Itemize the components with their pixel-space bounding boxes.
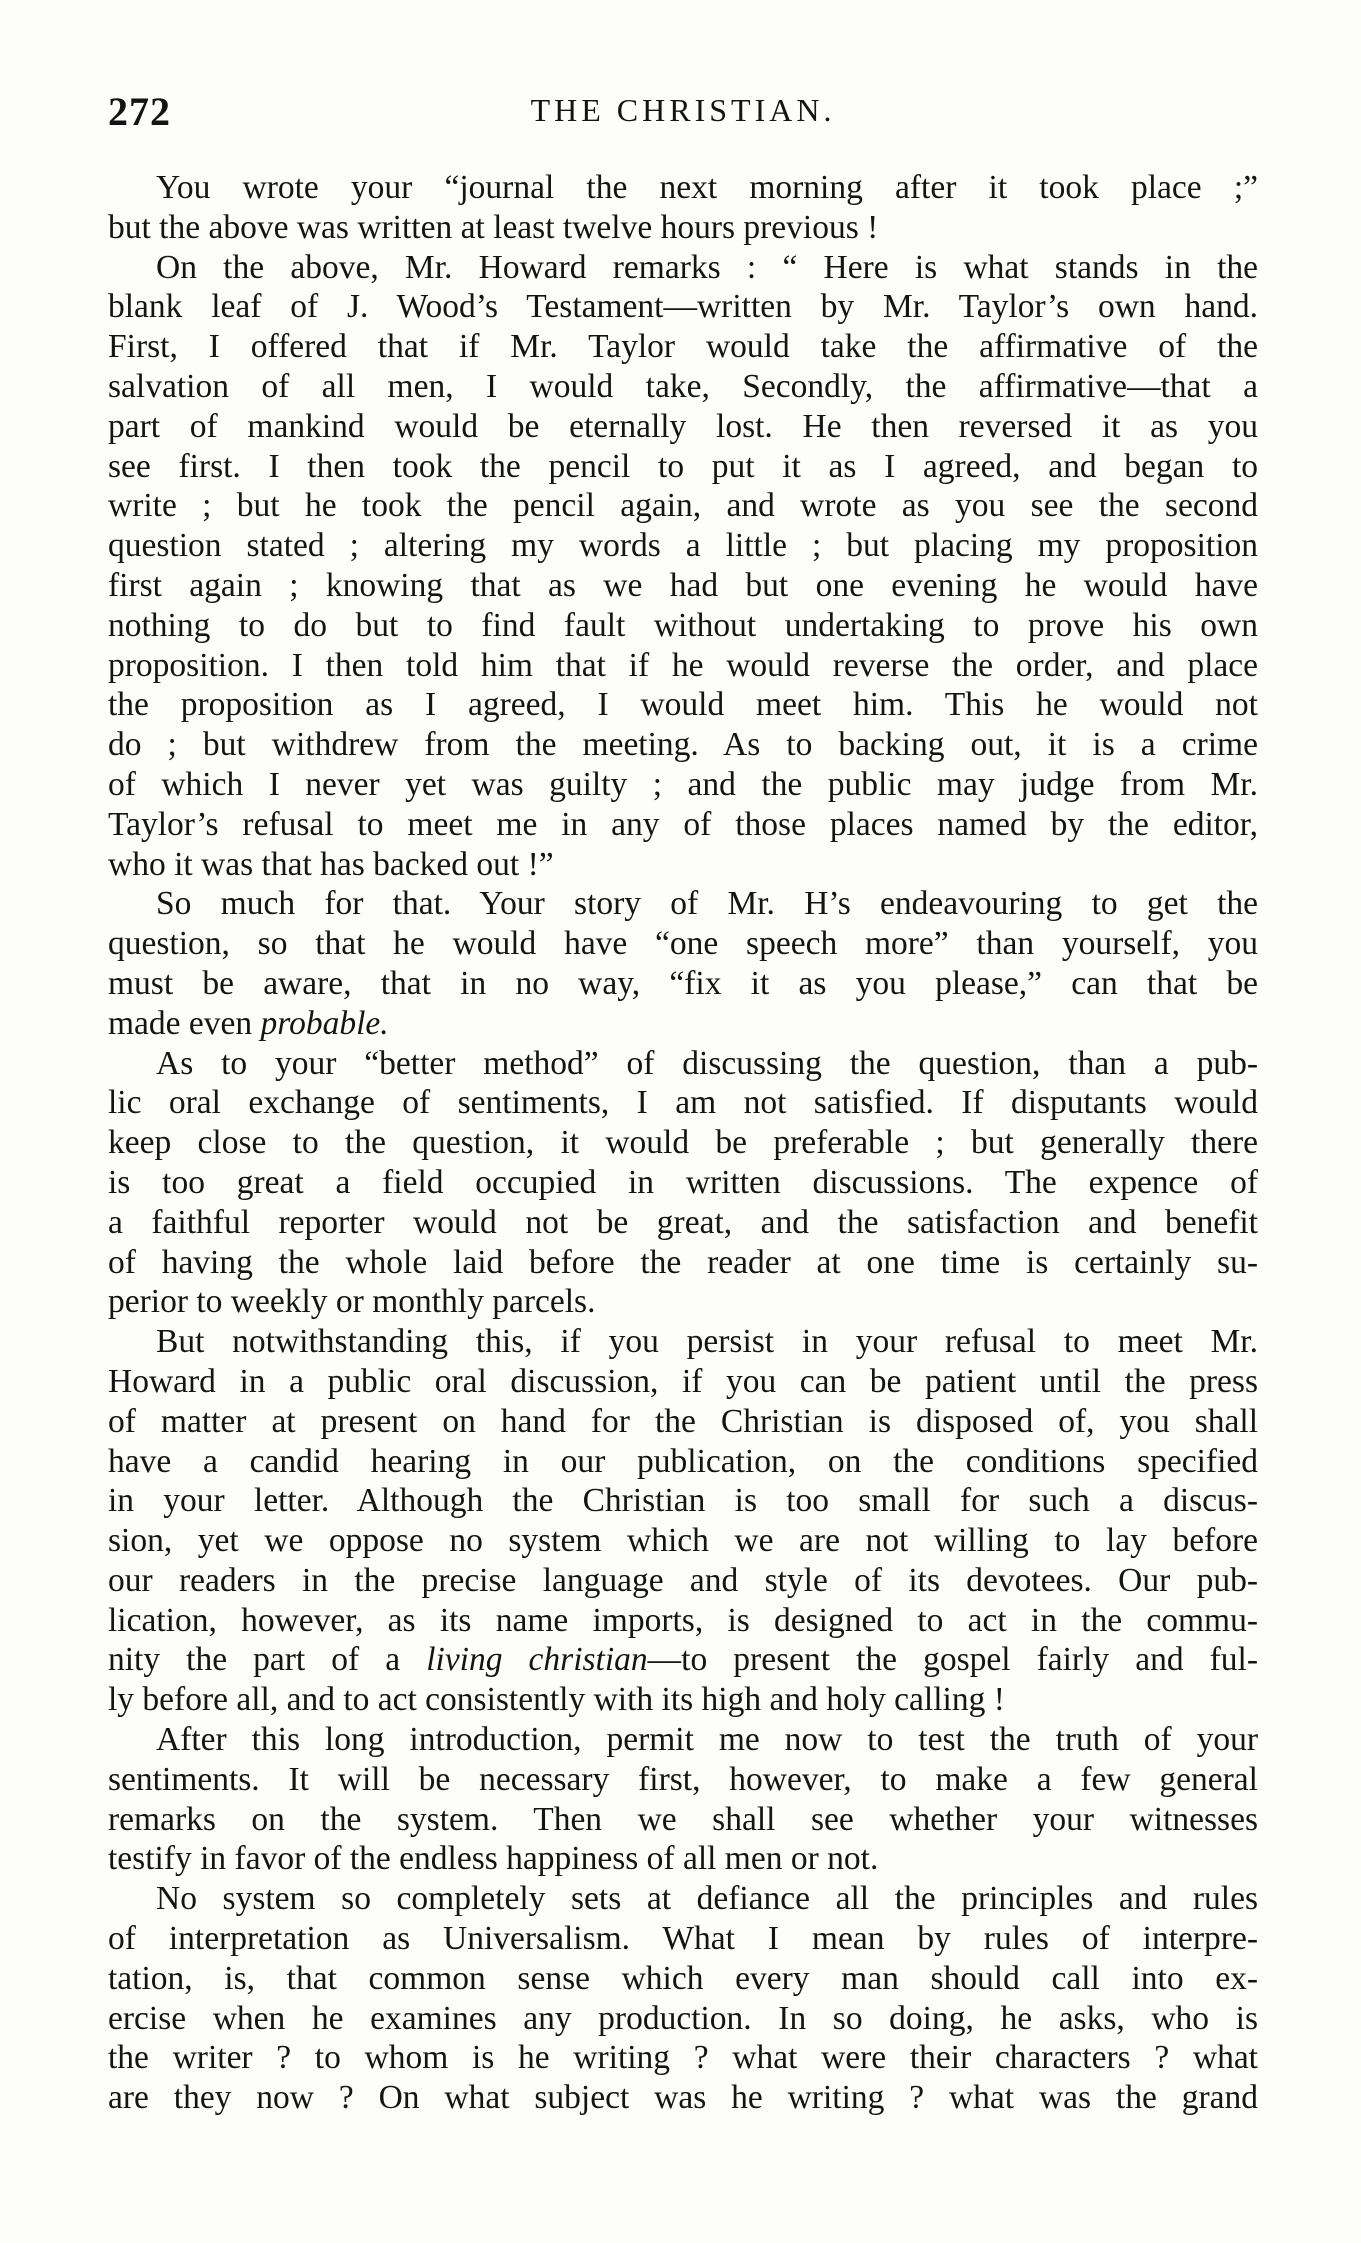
text-line: blank leaf of J. Wood’s Testament—written by Mr. Taylor’s own hand. — [108, 288, 1258, 326]
text-line: Howard in a public oral discussion, if you can be patient until the press — [108, 1362, 1258, 1400]
text-line: No system so completely sets at defiance all the principles and rules — [156, 1880, 1258, 1918]
text-line: have a candid hearing in our publication, on the conditions specified — [108, 1442, 1258, 1480]
text-fragment: nity the part of a — [108, 1641, 427, 1679]
text-line: As to your “better method” of discussing the question, than a pub- — [156, 1044, 1258, 1082]
text-line: who it was that has backed out !” — [108, 845, 554, 883]
page-number: 272 — [108, 89, 171, 134]
running-head: THE CHRISTIAN. — [530, 92, 836, 128]
page-header — [108, 88, 1258, 140]
paragraph — [108, 248, 1258, 885]
text-line: of matter at present on hand for the Christian is disposed of, you shall — [108, 1402, 1258, 1440]
text-line: After this long introduction, permit me now to test the truth of your — [156, 1721, 1258, 1759]
text-line: is too great a field occupied in written discussions. The expence of — [108, 1163, 1258, 1201]
text-line — [108, 1004, 1258, 1044]
text-line: but the above was written at least twelve hours previous ! — [108, 208, 879, 246]
text-line: But notwithstanding this, if you persist in your refusal to meet Mr. — [156, 1323, 1258, 1361]
text-line: in your letter. Although the Christian is too small for such a discus- — [108, 1482, 1258, 1520]
text-line: of which I never yet was guilty ; and the public may judge from Mr. — [108, 765, 1258, 803]
text-line: the proposition as I agreed, I would meet him. This he would not — [108, 686, 1258, 724]
text-line: of having the whole laid before the reader at one time is certainly su- — [108, 1243, 1258, 1281]
text-line: So much for that. Your story of Mr. H’s endeavouring to get the — [156, 885, 1258, 923]
italic-text: probable. — [260, 1004, 389, 1042]
text-line: a faithful reporter would not be great, and the satisfaction and benefit — [108, 1203, 1258, 1241]
text-line: sion, yet we oppose no system which we are not willing to lay before — [108, 1522, 1258, 1560]
text-line: keep close to the question, it would be preferable ; but generally there — [108, 1124, 1258, 1162]
text-line: First, I offered that if Mr. Taylor would take the affirmative of the — [108, 328, 1258, 366]
text-line: the writer ? to whom is he writing ? what were their characters ? what — [108, 2039, 1258, 2077]
italic-text: living christian — [426, 1641, 648, 1679]
text-line: ly before all, and to act consistently with its high and holy calling ! — [108, 1681, 1005, 1719]
text-line: ercise when he examines any production. In so doing, he asks, who is — [108, 1999, 1258, 2037]
text-line: remarks on the system. Then we shall see whether your witnesses — [108, 1800, 1258, 1838]
text-line: must be aware, that in no way, “fix it as you please,” can that be — [108, 964, 1258, 1002]
text-line: You wrote your “journal the next morning after it took place ;” — [156, 169, 1258, 206]
text-line: proposition. I then told him that if he would reverse the order, and place — [108, 646, 1258, 684]
text-line: testify in favor of the endless happiness of all men or not. — [108, 1840, 879, 1878]
text-line — [108, 1640, 1258, 1680]
text-line: Taylor’s refusal to meet me in any of those places named by the editor, — [108, 805, 1258, 843]
paragraph — [108, 1720, 1258, 1879]
text-line: On the above, Mr. Howard remarks : “ Here is what stands in the — [156, 248, 1258, 286]
text-line: perior to weekly or monthly parcels. — [108, 1283, 596, 1321]
text-line: are they now ? On what subject was he writing ? what was the grand — [108, 2079, 1258, 2117]
text-line: part of mankind would be eternally lost. He then reversed it as you — [108, 407, 1258, 445]
text-line: salvation of all men, I would take, Secondly, the affirmative—that a — [108, 367, 1258, 405]
text-line: see first. I then took the pencil to put it as I agreed, and began to — [108, 447, 1258, 485]
text-line: lic oral exchange of sentiments, I am not satisfied. If disputants would — [108, 1084, 1258, 1122]
text-line: tation, is, that common sense which every man should call into ex- — [108, 1959, 1258, 1997]
page-body — [108, 168, 1258, 2118]
text-line: first again ; knowing that as we had but one evening he would have — [108, 566, 1258, 604]
text-line: write ; but he took the pencil again, and wrote as you see the second — [108, 487, 1258, 525]
paragraph — [108, 884, 1258, 1043]
paragraph — [108, 1044, 1258, 1323]
paragraph — [108, 1322, 1258, 1720]
text-fragment: —to present the gospel fairly and ful- — [647, 1641, 1258, 1679]
text-line: lication, however, as its name imports, is designed to act in the commu- — [108, 1601, 1258, 1639]
paragraph — [108, 168, 1258, 248]
text-line: do ; but withdrew from the meeting. As to backing out, it is a crime — [108, 726, 1258, 764]
text-line: question stated ; altering my words a little ; but placing my proposition — [108, 527, 1258, 565]
text-line: of interpretation as Universalism. What I mean by rules of interpre- — [108, 1920, 1258, 1958]
text-line: our readers in the precise language and style of its devotees. Our pub- — [108, 1561, 1258, 1599]
text-line: sentiments. It will be necessary first, however, to make a few general — [108, 1760, 1258, 1798]
text-line: question, so that he would have “one speech more” than yourself, you — [108, 925, 1258, 963]
paragraph — [108, 1879, 1258, 2118]
text-line: nothing to do but to find fault without undertaking to prove his own — [108, 606, 1258, 644]
text-fragment: made even — [108, 1004, 261, 1042]
